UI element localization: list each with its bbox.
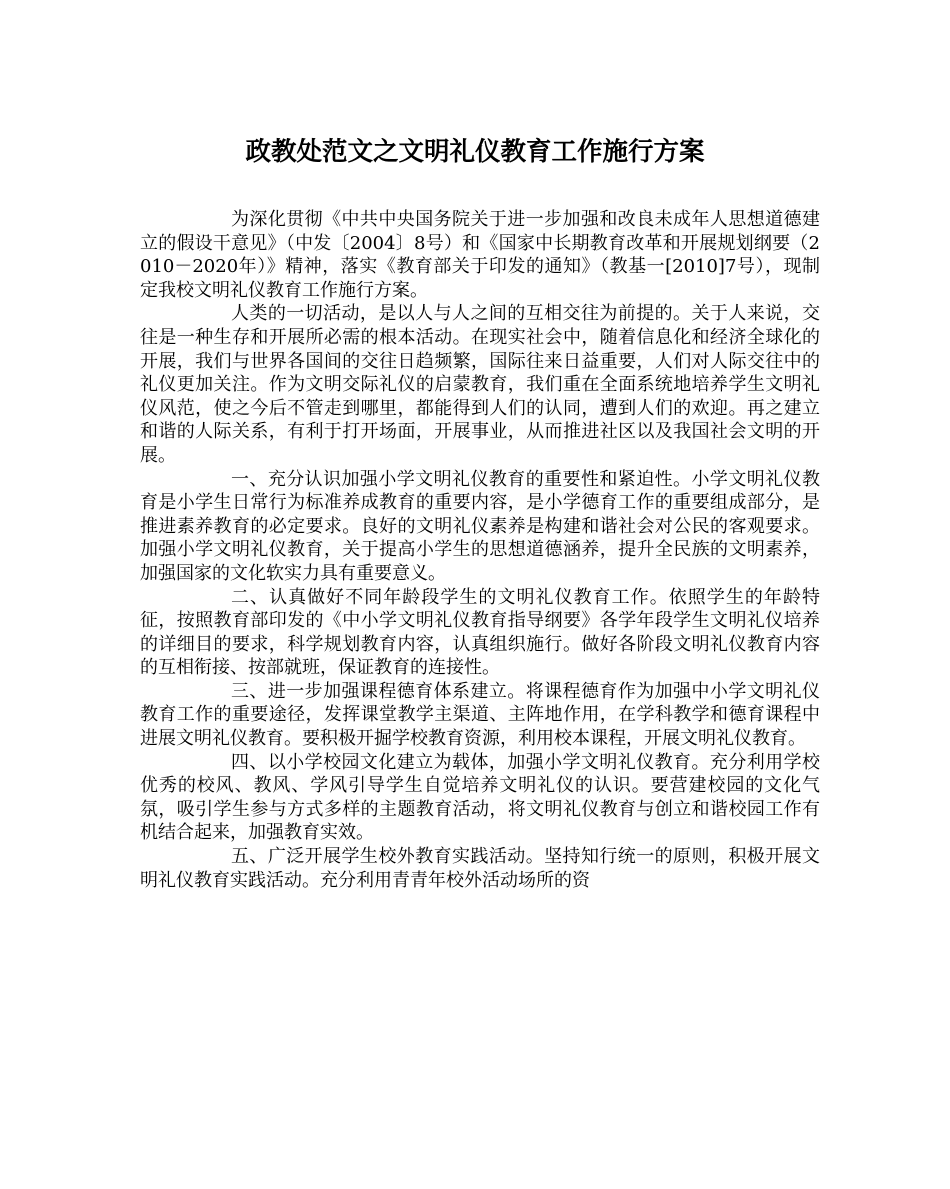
paragraph-section-4: 四、以小学校园文化建立为载体，加强小学文明礼仪教育。充分利用学校优秀的校风、教风、学风引导学生自觉培养文明礼仪的认识。要营建校园的文化气氛，吸引学生参与方式多样的主题教育活动，将文明礼仪教育与创立和谐校园工作有机结合起来，加强教育实效。 [140,751,820,844]
paragraph-background: 人类的一切活动，是以人与人之间的互相交往为前提的。关于人来说，交往是一种生存和开展所必需的根本活动。在现实社会中，随着信息化和经济全球化的开展，我们与世界各国间的交往日趋频繁，国际往来日益重要，人们对人际交往中的礼仪更加关注。作为文明交际礼仪的启蒙教育，我们重在全面系统地培养学生文明礼仪风范，使之今后不管走到哪里，都能得到人们的认同，遭到人们的欢迎。再之建立和谐的人际关系，有利于打开场面，开展事业，从而推进社区以及我国社会文明的开展。 [140,303,820,466]
document-body [140,208,820,892]
paragraph-section-1: 一、充分认识加强小学文明礼仪教育的重要性和紧迫性。小学文明礼仪教育是小学生日常行为标准养成教育的重要内容，是小学德育工作的重要组成部分，是推进素养教育的必定要求。良好的文明礼仪素养是构建和谐社会对公民的客观要求。加强小学文明礼仪教育，关于提高小学生的思想道德涵养，提升全民族的文明素养，加强国家的文化软实力具有重要意义。 [140,468,820,584]
paragraph-section-5: 五、广泛开展学生校外教育实践活动。坚持知行统一的原则，积极开展文明礼仪教育实践活动。充分利用青青年校外活动场所的资 [140,846,820,891]
paragraph-section-3: 三、进一步加强课程德育体系建立。将课程德育作为加强中小学文明礼仪教育工作的重要途径，发挥课堂教学主渠道、主阵地作用，在学科教学和德育课程中进展文明礼仪教育。要积极开掘学校教育资源，利用校本课程，开展文明礼仪教育。 [140,680,820,750]
paragraph-section-2: 二、认真做好不同年龄段学生的文明礼仪教育工作。依照学生的年龄特征，按照教育部印发的《中小学文明礼仪教育指导纲要》各学年段学生文明礼仪培养的详细目的要求，科学规划教育内容，认真组织施行。做好各阶段文明礼仪教育内容的互相衔接、按部就班，保证教育的连接性。 [140,586,820,679]
paragraph-intro: 为深化贯彻《中共中央国务院关于进一步加强和改良未成年人思想道德建立的假设干意见》（中发〔2004〕8号）和《国家中长期教育改革和开展规划纲要（2010－2020年）》精神，落实《教育部关于印发的通知》（教基一[2010]7号），现制定我校文明礼仪教育工作施行方案。 [140,209,820,301]
document-title: 政教处范文之文明礼仪教育工作施行方案 [245,137,705,167]
